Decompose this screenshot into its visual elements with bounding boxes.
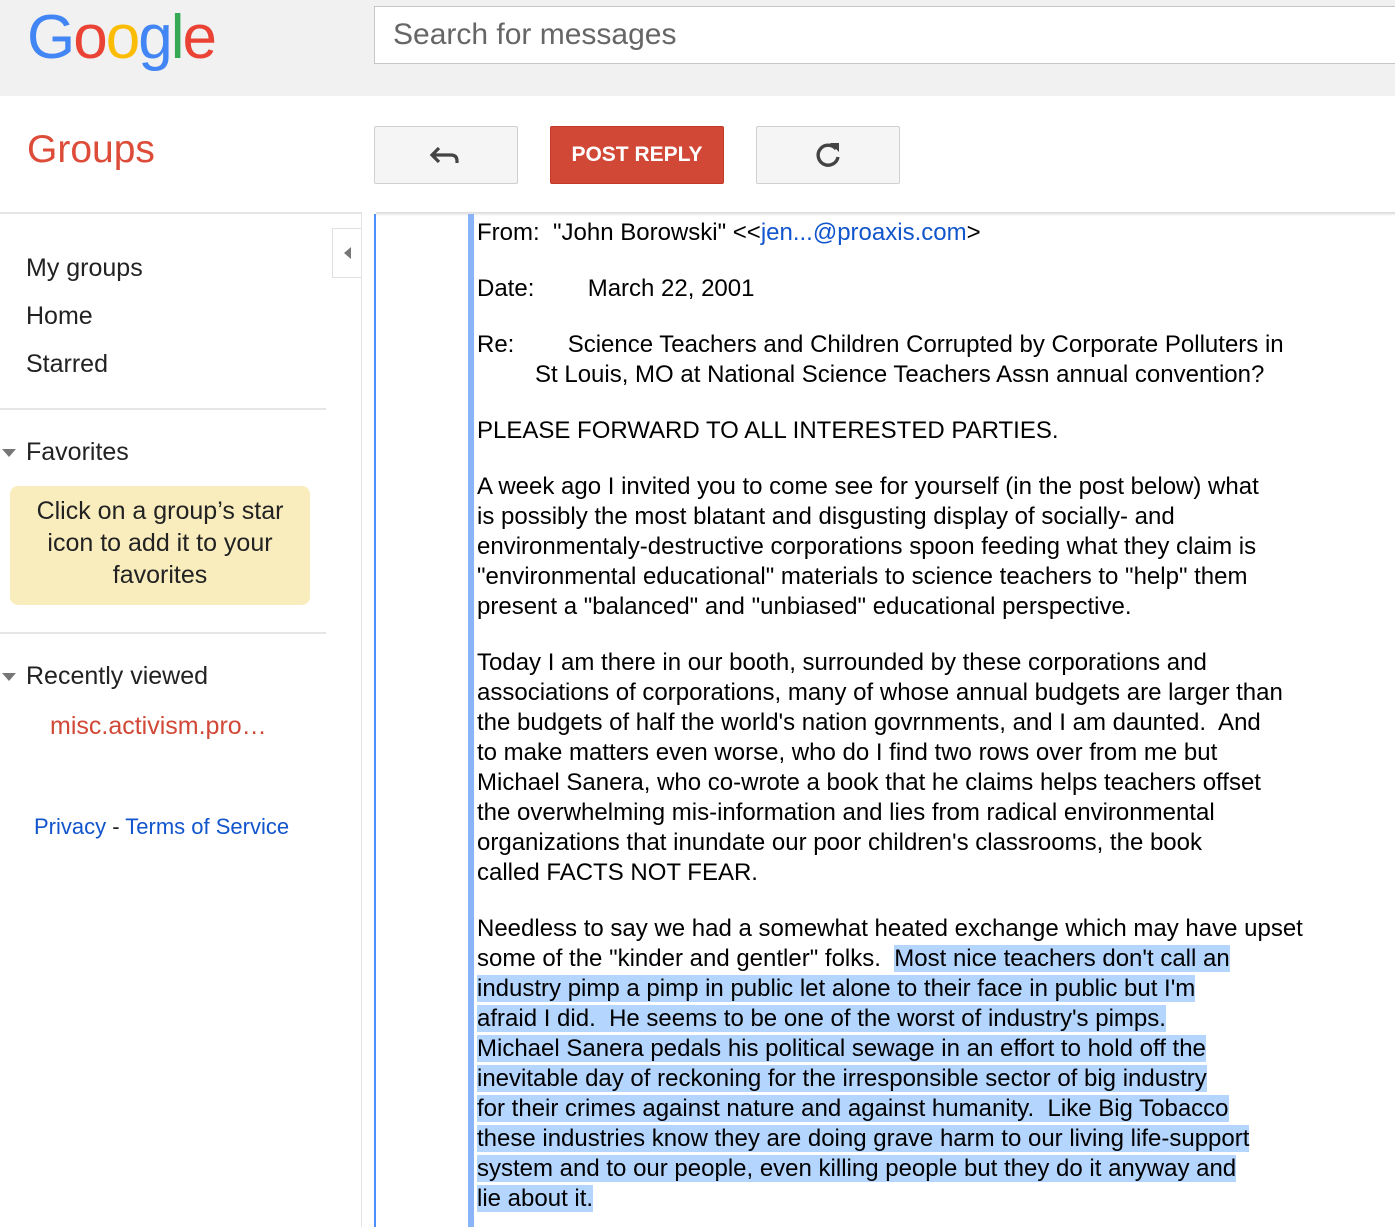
- message-body: [477, 218, 1395, 1214]
- message-line: [477, 798, 1395, 828]
- from-line: [477, 218, 1395, 248]
- groups-title[interactable]: Groups: [27, 128, 155, 171]
- content-top-shadow: [376, 212, 1395, 216]
- line-text: environmentaly-destructive corporations spoon feeding what they claim is: [477, 533, 1257, 560]
- message-line: [477, 648, 1395, 678]
- sidebar: [0, 214, 362, 1227]
- message-line: [477, 1064, 1395, 1094]
- paragraph-3-line: [477, 944, 1395, 974]
- highlighted-text: for their crimes against nature and against humanity. Like Big Tobacco: [477, 1095, 1229, 1122]
- highlighted-text: inevitable day of reckoning for the irresponsible sector of big industry: [477, 1065, 1207, 1092]
- highlighted-text: afraid I did. He seems to be one of the worst of industry's pimps.: [477, 1005, 1166, 1032]
- message-line: [477, 1154, 1395, 1184]
- top-bar: [0, 0, 1395, 96]
- message-line: [477, 768, 1395, 798]
- footer-separator: -: [106, 814, 126, 839]
- recently-viewed-label: Recently viewed: [26, 662, 209, 690]
- message-line: [477, 502, 1395, 532]
- sidebar-divider: [0, 632, 326, 634]
- paragraph-2: [477, 648, 1395, 888]
- sidebar-border: [361, 214, 362, 1227]
- highlighted-text: these industries know they are doing grave harm to our living life-support: [477, 1125, 1250, 1152]
- message-line: [477, 1094, 1395, 1124]
- message-line: [477, 472, 1395, 502]
- search-input[interactable]: [375, 7, 1395, 63]
- content-focus-line: [374, 214, 376, 1227]
- message-line: [477, 708, 1395, 738]
- message-line: [477, 532, 1395, 562]
- line-text: Michael Sanera, who co-wrote a book that he claims helps teachers offset: [477, 769, 1261, 796]
- re-line-continued: St Louis, MO at National Science Teachers Assn annual convention?: [535, 361, 1265, 388]
- refresh-icon: [813, 140, 843, 170]
- favorites-header[interactable]: [0, 438, 129, 467]
- message-line: [477, 562, 1395, 592]
- google-logo-letters: [27, 3, 215, 72]
- paragraph-3-highlighted: [477, 974, 1395, 1214]
- back-arrow-icon: [429, 145, 463, 165]
- line-text: present a "balanced" and "unbiased" educational perspective.: [477, 593, 1132, 620]
- recent-group-link[interactable]: misc.activism.pro…: [50, 712, 267, 740]
- re-line: Re: Science Teachers and Children Corrupted by Corporate Polluters in: [477, 331, 1284, 358]
- logo-letter: o: [105, 3, 139, 72]
- terms-link[interactable]: Terms of Service: [125, 814, 290, 839]
- highlighted-text: Most nice teachers don't call an: [894, 945, 1230, 972]
- line-text: is possibly the most blatant and disgusting display of socially- and: [477, 503, 1175, 530]
- message-line: [477, 1004, 1395, 1034]
- line-text: to make matters even worse, who do I find two rows over from me but: [477, 739, 1218, 766]
- message-line: [477, 1034, 1395, 1064]
- privacy-link[interactable]: Privacy: [34, 814, 107, 839]
- collapse-left-icon: [344, 247, 351, 259]
- from-suffix: >: [966, 219, 981, 246]
- message-line: [477, 592, 1395, 622]
- line-text: associations of corporations, many of whose annual budgets are larger than: [477, 679, 1283, 706]
- highlighted-text: system and to our people, even killing people but they do it anyway and: [477, 1155, 1237, 1182]
- logo-letter: o: [73, 3, 106, 72]
- highlighted-text: Michael Sanera pedals his political sewage in an effort to hold off the: [477, 1035, 1206, 1062]
- from-prefix: From: "John Borowski" <<: [477, 219, 761, 246]
- back-button[interactable]: [374, 126, 518, 184]
- message-line: [477, 678, 1395, 708]
- plain-text: some of the "kinder and gentler" folks.: [477, 945, 895, 972]
- recently-viewed-header[interactable]: [0, 662, 208, 691]
- sidebar-item-home[interactable]: Home: [26, 302, 93, 330]
- line-text: the budgets of half the world's nation govrnments, and I am daunted. And: [477, 709, 1261, 736]
- sidebar-divider: [0, 408, 326, 410]
- message-line: [477, 1184, 1395, 1214]
- message-line: [477, 974, 1395, 1004]
- line-text: Today I am there in our booth, surrounded by these corporations and: [477, 649, 1207, 676]
- highlighted-text: industry pimp a pimp in public let alone to their face in public but I'm: [477, 975, 1196, 1002]
- message-line: [477, 858, 1395, 888]
- sender-email-link[interactable]: jen...@proaxis.com: [760, 219, 967, 246]
- expand-triangle-icon: [2, 449, 16, 457]
- logo-letter: l: [170, 3, 183, 72]
- message-line: [477, 828, 1395, 858]
- sidebar-item-starred[interactable]: Starred: [26, 350, 108, 378]
- refresh-button[interactable]: [756, 126, 900, 184]
- sidebar-item-my-groups[interactable]: My groups: [26, 254, 143, 282]
- line-text: A week ago I invited you to come see for yourself (in the post below) what: [477, 473, 1259, 500]
- expand-triangle-icon: [2, 673, 16, 681]
- favorites-hint: Click on a group’s star icon to add it to your favorites: [10, 486, 310, 605]
- line-text: the overwhelming mis-information and lies from radical environmental: [477, 799, 1215, 826]
- forward-notice: PLEASE FORWARD TO ALL INTERESTED PARTIES.: [477, 417, 1059, 444]
- message-line: [477, 1124, 1395, 1154]
- favorites-label: Favorites: [26, 438, 129, 466]
- highlighted-text: lie about it.: [477, 1185, 594, 1212]
- line-text: organizations that inundate our poor children's classrooms, the book: [477, 829, 1203, 856]
- footer-links: [34, 814, 289, 840]
- google-logo[interactable]: [27, 2, 215, 74]
- date-line: Date: March 22, 2001: [477, 275, 755, 302]
- message-line: [477, 738, 1395, 768]
- collapse-sidebar-button[interactable]: [332, 228, 361, 278]
- logo-letter: G: [27, 3, 74, 72]
- logo-letter: g: [138, 3, 171, 72]
- quote-bar: [468, 214, 474, 1227]
- line-text: "environmental educational" materials to science teachers to "help" them: [477, 563, 1248, 590]
- line-text: called FACTS NOT FEAR.: [477, 859, 758, 886]
- post-reply-button[interactable]: POST REPLY: [550, 126, 724, 184]
- paragraph-1: [477, 472, 1395, 622]
- logo-letter: e: [182, 3, 215, 72]
- search-box[interactable]: [374, 6, 1395, 64]
- paragraph-3-line: Needless to say we had a somewhat heated exchange which may have upset: [477, 915, 1303, 942]
